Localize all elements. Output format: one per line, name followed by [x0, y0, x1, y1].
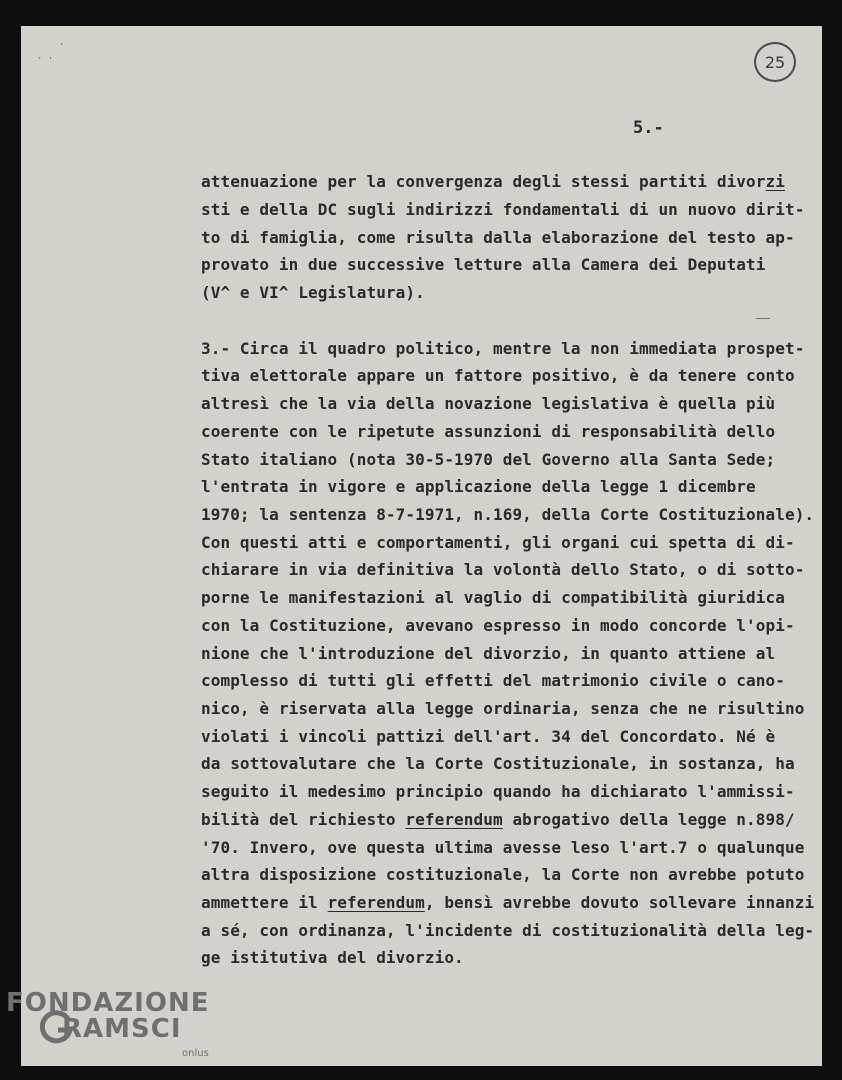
typed-line: seguito il medesimo principio quando ha dichiarato l'ammissi- [201, 782, 795, 801]
typed-line: porne le manifestazioni al vaglio di compatibilità giuridica [201, 588, 785, 607]
typed-line: coerente con le ripetute assunzioni di responsabilità dello [201, 422, 776, 441]
typed-line: 3.- Circa il quadro politico, mentre la non immediata prospet- [201, 339, 805, 358]
typed-line: tiva elettorale appare un fattore positivo, è da tenere conto [201, 366, 795, 385]
watermark-line1: FONDAZIONE [6, 988, 210, 1018]
stamp-number: 25 [764, 52, 786, 72]
typed-line: sti e della DC sugli indirizzi fondamentali di un nuovo dirit- [201, 200, 805, 219]
typed-line: nione che l'introduzione del divorzio, in quanto attiene al [201, 644, 776, 663]
typed-line: bilità del richiesto referendum abrogativo della legge n.898/ [201, 810, 795, 829]
typed-line: to di famiglia, come risulta dalla elaborazione del testo ap- [201, 228, 795, 247]
typed-line: ge istitutiva del divorzio. [201, 948, 464, 967]
margin-mark: · [59, 40, 65, 50]
typed-line: altresì che la via della novazione legislativa è quella più [201, 394, 776, 413]
typed-line: altra disposizione costituzionale, la Corte non avrebbe potuto [201, 865, 805, 884]
margin-dash [756, 318, 770, 319]
typed-line: 1970; la sentenza 8-7-1971, n.169, della Corte Costituzionale). [201, 505, 815, 524]
document-page [21, 26, 822, 1066]
typed-line: Con questi atti e comportamenti, gli organi cui spetta di di- [201, 533, 795, 552]
page-number: 5.- [633, 118, 664, 138]
typed-line: (V^ e VI^ Legislatura). [201, 283, 425, 302]
typed-line: da sottovalutare che la Corte Costituzionale, in sostanza, ha [201, 754, 795, 773]
archive-stamp [754, 42, 796, 82]
typed-line: a sé, con ordinanza, l'incidente di costituzionalità della leg- [201, 921, 815, 940]
watermark-line3: onlus [182, 1048, 209, 1059]
typed-line: Stato italiano (nota 30-5-1970 del Governo alla Santa Sede; [201, 450, 776, 469]
typed-line: attenuazione per la convergenza degli stessi partiti divorzi [201, 172, 785, 191]
margin-mark: · · [37, 54, 54, 64]
watermark-line2: RAMSCI [62, 1014, 182, 1044]
typed-line: violati i vincoli pattizi dell'art. 34 del Concordato. Né è [201, 727, 776, 746]
typed-line: nico, è riservata alla legge ordinaria, senza che ne risultino [201, 699, 805, 718]
typed-line: chiarare in via definitiva la volontà dello Stato, o di sotto- [201, 560, 805, 579]
typed-line: provato in due successive letture alla Camera dei Deputati [201, 255, 766, 274]
watermark [6, 988, 216, 1078]
typed-line: complesso di tutti gli effetti del matrimonio civile o cano- [201, 671, 785, 690]
typed-line: con la Costituzione, avevano espresso in modo concorde l'opi- [201, 616, 795, 635]
typed-line: '70. Invero, ove questa ultima avesse leso l'art.7 o qualunque [201, 838, 805, 857]
typed-line: ammettere il referendum, bensì avrebbe dovuto sollevare innanzi [201, 893, 815, 912]
typed-line: l'entrata in vigore e applicazione della legge 1 dicembre [201, 477, 756, 496]
